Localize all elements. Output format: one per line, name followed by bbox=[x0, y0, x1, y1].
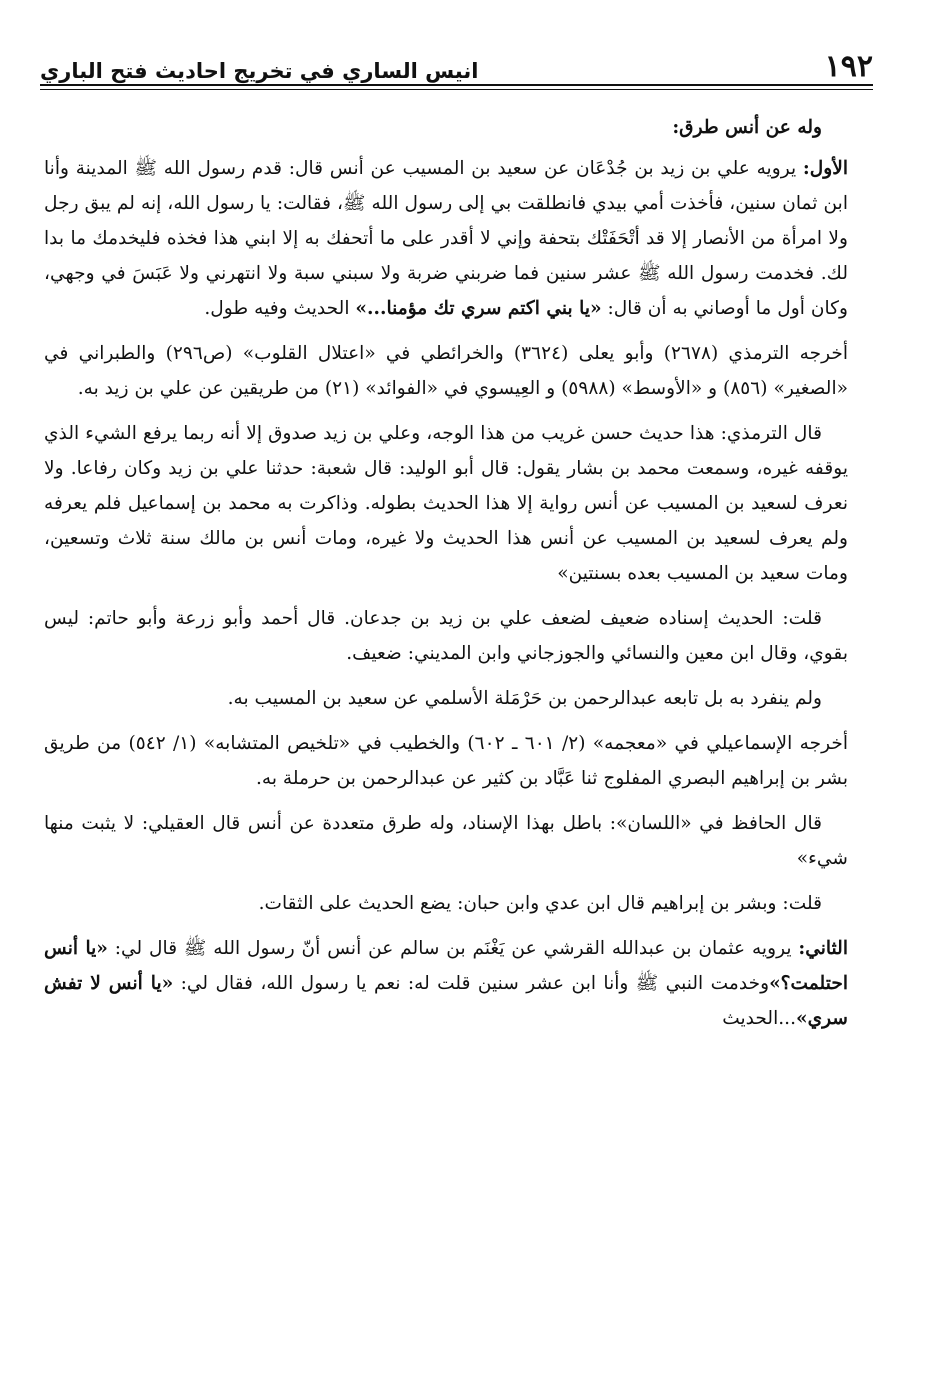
paragraph-first-route bbox=[44, 151, 848, 326]
header-rule-thick bbox=[40, 84, 873, 86]
paragraph-tirmidhi: قال الترمذي: هذا حديث حسن غريب من هذا الوجه، وعلي بن زيد صدوق إلا أنه ربما يرفع الشيء الذي يوقفه غيره، وسمعت محمد بن بشار يقول: قال أبو الوليد: قال شعبة: حدثنا علي بن زيد وكان رفاعا. ولا نعرف لسعيد بن المسيب عن أنس رواية إلا هذا الحديث بطوله. وذاكرت به محمد بن إسماعيل فلم يعرفه ولم يعرف لسعيد بن المسيب عن أنس هذا الحديث ولا غيره، ومات أنس بن مالك سنة ثلاث وتسعين، ومات سعيد بن المسيب بعده بسنتين» bbox=[44, 423, 848, 584]
page-header bbox=[40, 36, 873, 82]
second-route-quote-1: «يا أنس احتلمت؟» bbox=[44, 938, 848, 994]
second-route-quote-2: «يا أنس لا تفش سري» bbox=[44, 973, 848, 1029]
paragraph-hafiz: قال الحافظ في «اللسان»: باطل بهذا الإسناد، وله طرق متعددة عن أنس قال العقيلي: لا يثبت منها شيء» bbox=[44, 813, 848, 869]
running-title: انيس الساري في تخريج احاديث فتح الباري bbox=[40, 59, 479, 83]
first-route-text: يرويه علي بن زيد بن جُدْعَان عن سعيد بن المسيب عن أنس قال: قدم رسول الله ﷺ المدينة وأنا ابن ثمان سنين، فأخذت أمي بيدي فانطلقت بي إلى رسول الله ﷺ، فقالت: يا رسول الله، إنه لم يبق رجل ولا امرأة من الأنصار إلا قد أتْحَفَتْك بتحفة وإني لا أقدر على ما أتحفك به إلا ابني هذا فخذه فليخدمك ما بدا لك. فخدمت رسول الله ﷺ عشر سنين فما ضربني ضربة ولا سبني سبة ولا انتهرني ولا عَبَسَ في وجهي، وكان أول ما أوصاني به أن قال: bbox=[44, 158, 848, 319]
page-body bbox=[44, 110, 848, 1046]
second-route-text: يرويه عثمان بن عبدالله القرشي عن يَغْنَم بن سالم عن أنس أنّ رسول الله ﷺ قال لي: bbox=[107, 938, 799, 959]
section-heading: وله عن أنس طرق: bbox=[672, 117, 822, 138]
first-route-quote: «يا بني اكتم سري تك مؤمنا...» bbox=[355, 298, 602, 319]
paragraph-takhrij-1: أخرجه الترمذي (٢٦٧٨) وأبو يعلى (٣٦٢٤) والخرائطي في «اعتلال القلوب» (ص٢٩٦) والطبراني في «الصغير» (٨٥٦) و «الأوسط» (٥٩٨٨) و العِيسوي في «الفوائد» (٢١) من طريقين عن علي بن زيد به. bbox=[44, 343, 848, 399]
second-route-tail: ...الحديث bbox=[722, 1008, 796, 1029]
paragraph-comment-2: قلت: وبشر بن إبراهيم قال ابن عدي وابن حبان: يضع الحديث على الثقات. bbox=[258, 893, 822, 914]
first-route-tail: الحديث وفيه طول. bbox=[204, 298, 356, 319]
paragraph-comment-1: قلت: الحديث إسناده ضعيف لضعف علي بن زيد بن جدعان. قال أحمد وأبو زرعة وأبو حاتم: ليس بقوي، وقال ابن معين والنسائي والجوزجاني وابن المديني: ضعيف. bbox=[44, 608, 848, 664]
second-route-middle: وخدمت النبي ﷺ وأنا ابن عشر سنين قلت له: نعم يا رسول الله، فقال لي: bbox=[173, 973, 770, 994]
first-route-label: الأول: bbox=[802, 158, 848, 179]
header-rule-thin bbox=[40, 89, 873, 90]
second-route-label: الثاني: bbox=[798, 938, 849, 959]
page-number: ١٩٢ bbox=[824, 49, 873, 84]
paragraph-second-route bbox=[44, 931, 848, 1036]
paragraph-takhrij-2: أخرجه الإسماعيلي في «معجمه» (٢/ ٦٠١ ـ ٦٠٢) والخطيب في «تلخيص المتشابه» (١/ ٥٤٢) من طريق بشر بن إبراهيم البصري المفلوج ثنا عَبَّاد بن كثير عن عبدالرحمن بن حرملة به. bbox=[44, 733, 848, 789]
paragraph-mutaba: ولم ينفرد به بل تابعه عبدالرحمن بن حَرْمَلة الأسلمي عن سعيد بن المسيب به. bbox=[227, 688, 822, 709]
